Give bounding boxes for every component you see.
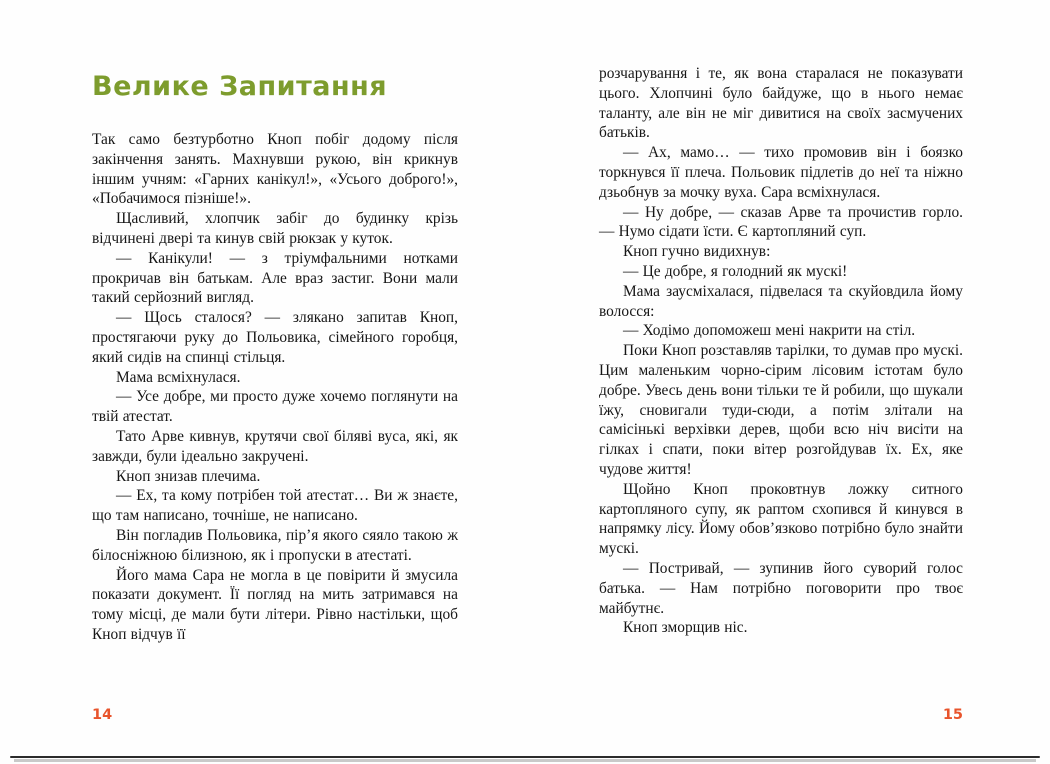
page-number-right: 15	[942, 707, 963, 723]
chapter-heading: Велике Запитання	[92, 71, 388, 102]
paragraph: — Постривай, — зупинив його суворий голос батька. — Нам потрібно поговорити про твоє майбутнє.	[599, 559, 963, 617]
paragraph: Він погладив Польовика, пір’я якого сяяло такою ж білосніжною білизною, як і пропуски в атестаті.	[92, 526, 458, 564]
paragraph: — Ну добре, — сказав Арве та прочистив горло. — Нумо сідати їсти. Є картопляний суп.	[599, 203, 963, 241]
paragraph: — Усе добре, ми просто дуже хочемо поглянути на твій атестат.	[92, 388, 458, 426]
paragraph: Поки Кноп розставляв тарілки, то думав про мускі. Цим маленьким чорно-сірим лісовим істотам було добре. Увесь день вони тільки те й робили, що шукали їжу, сновигали туди-сюди, а потім злітали на самісінькі верхівки дерев, щоби всю ніч висіти на гілках і спати, поки вітер розгойдував їх. Ех, яке чудове життя!	[599, 342, 963, 478]
left-page	[92, 0, 458, 645]
paragraph: Щойно Кноп проковтнув ложку ситного картопляного супу, як раптом схопився й кинувся в напрямку лісу. Йому обов’язково потрібно було знайти мускі.	[599, 480, 963, 558]
paragraph: — Це добре, я голодний як мускі!	[623, 262, 848, 280]
paragraph: Щасливий, хлопчик забіг до будинку крізь відчинені двері та кинув свій рюкзак у куток.	[92, 210, 458, 247]
paragraph: — Ех, та кому потрібен той атестат… Ви ж знаєте, що там написано, точніше, не написано.	[92, 487, 458, 525]
paragraph: Кноп знизав плечима.	[116, 467, 261, 485]
paragraph: Тато Арве кивнув, крутячи свої біляві вуса, які, як завжди, були ідеально закручені.	[92, 427, 458, 465]
paragraph: Кноп гучно видихнув:	[623, 243, 771, 261]
right-page	[599, 0, 963, 638]
page-bottom-shadow	[14, 759, 1036, 762]
right-page-text	[599, 64, 963, 638]
paragraph: Його мама Сара не могла в це повірити й змусила показати документ. Її погляд на мить затримався на тому місці, де мали бути літери. Рівно настільки, щоб Кноп відчув її	[92, 566, 458, 643]
left-page-text	[92, 130, 458, 645]
paragraph: розчарування і те, як вона старалася не показувати цього. Хлопчині було байдуже, що в нього немає таланту, але він не міг дивитися на своїх засмучених батьків.	[599, 65, 963, 142]
paragraph: — Щось сталося? — злякано запитав Кноп, простягаючи руку до Польовика, сімейного горобця, який сидів на спинці стільця.	[92, 309, 458, 366]
paragraph: Так само безтурботно Кноп побіг додому після закінчення занять. Махнувши рукою, він крикнув іншим учням: «Гарних канікул!», «Усього доброго!», «Побачимося пізніше!».	[92, 131, 458, 208]
paragraph: Кноп зморщив ніс.	[623, 619, 748, 637]
paragraph: Мама заусміхалася, підвелася та скуйовдила йому волосся:	[599, 282, 963, 320]
paragraph: — Канікули! — з тріумфальними нотками прокричав він батькам. Але враз застиг. Вони мали такий серйозний вигляд.	[92, 249, 458, 307]
page-number-left: 14	[92, 707, 113, 723]
paragraph: — Ходімо допоможеш мені накрити на стіл.	[623, 322, 916, 340]
paragraph: — Ах, мамо… — тихо промовив він і боязко торкнувся її плеча. Польовик підлетів до неї та ніжно дзьобнув за мочку вуха. Сара всміхнулася.	[599, 144, 963, 201]
page-bottom-edge	[10, 756, 1040, 758]
paragraph: Мама всміхнулася.	[116, 368, 241, 386]
